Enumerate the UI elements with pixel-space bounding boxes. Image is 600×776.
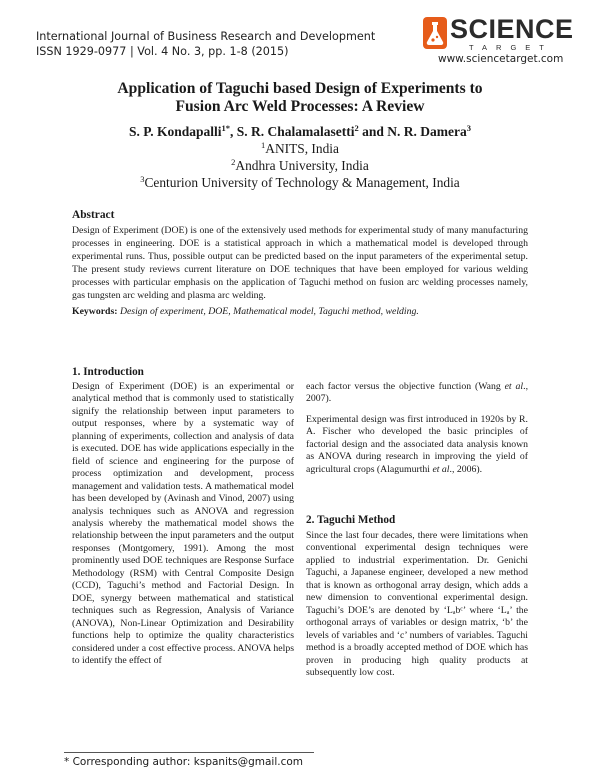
author-sup: 3 xyxy=(466,123,472,133)
text-span: ., 2007). xyxy=(306,381,528,405)
affiliation xyxy=(0,141,600,157)
section-heading-taguchi: 2. Taguchi Method xyxy=(306,514,396,526)
left-column xyxy=(72,381,294,667)
keywords-label: Keywords: xyxy=(72,306,118,317)
author-sup: 2 xyxy=(354,123,359,133)
author-name: S. P. Kondapalli xyxy=(128,124,222,139)
affiliation-sup: 2 xyxy=(231,157,236,167)
journal-name: International Journal of Business Research and Development xyxy=(36,30,376,43)
affiliation-text: ANITS, India xyxy=(265,141,339,156)
history-paragraph xyxy=(306,414,528,476)
title-line-1: Application of Taguchi based Design of Experiments to xyxy=(117,80,483,97)
affiliation-text: Andhra University, India xyxy=(235,158,369,173)
text-span: Experimental design was first introduced in 1920s by R. A. Fischer who developed the basic principles of factorial design and the associated data analysis known as ANOVA during research in improving the yield of agricultural crops (Alagumurthi xyxy=(306,413,528,475)
etal-italic: et al xyxy=(432,463,450,475)
flask-icon xyxy=(422,16,448,50)
affiliation xyxy=(0,175,600,191)
taguchi-paragraph: Since the last four decades, there were limitations when conventional experimental design techniques were applied to industrial experimentation. Dr. Genichi Taguchi, a Japanese engineer, developed a new method that is known as orthogonal array design, which adds a new dimension to conventional experimental design. Taguchi’s DOE’s are denoted by ‘Lₐbᶜ’ where ‘Lₐ’ the orthogonal arrays of variables or design matrix, ‘b’ the levels of variables and ‘c’ numbers of variables. Taguchi method is a broadly accepted method of DOE which has proven in producing high quality products at subsequently low cost. xyxy=(306,530,528,678)
text-span: ., 2006). xyxy=(449,463,483,475)
logo-sub: TARGET xyxy=(469,43,553,52)
abstract-body: Design of Experiment (DOE) is one of the extensively used methods for experimental study of many manufacturing processes in engineering. DOE is a statistical approach in which a mathematical model is developed through experimental runs. Thus, possible output can be predicted based on the input parameters of the experimental setup. The present study reviews current literature on DOE techniques that have been employed for various welding processes with particular emphasis on the application of Taguchi method on fusion arc welding processes namely, gas tungsten arc welding and plasma arc welding. xyxy=(72,225,528,302)
taguchi-column xyxy=(306,530,528,679)
affiliation-sup: 3 xyxy=(140,174,145,184)
logo-brand: SCIENCE xyxy=(450,14,574,44)
intro-paragraph-continued xyxy=(306,381,528,406)
author-sup: 1* xyxy=(221,123,231,133)
author-separator: , xyxy=(230,124,237,139)
author-list xyxy=(0,124,600,140)
section-heading-introduction: 1. Introduction xyxy=(72,366,144,378)
author-separator: and xyxy=(358,124,388,139)
right-column xyxy=(306,381,528,476)
intro-paragraph: Design of Experiment (DOE) is an experimental or analytical method that is commonly used to statistically signify the relationship between input parameters to output responses, where by a systematic way of planning of experiments, collection and analysis of data is executed. DOE has wide applications especially in the field of science and engineering for the purpose of process optimization and development, process management and validation tests. A mathematical model has been developed by (Avinash and Vinod, 2007) using analysis techniques such as ANOVA and regression analysis whereby the mathematical model shows the relationship between the input parameters and the output responses (Montgomery, 1991). Among the most prominently used DOE techniques are Response Surface Methodology (RSM) with Central Composite Design (CCD), Taguchi’s method and Factorial Design. In DOE, synergy between mathematical and statistical techniques such as Regression, Analysis of Variance (ANOVA), Non-Linear Optimization and Desirability functions help to optimize the quality characteristics considered under a cost effective process. ANOVA helps to identify the effect of xyxy=(72,381,294,666)
author-name: N. R. Damera xyxy=(387,124,467,139)
etal-italic: et al xyxy=(504,381,524,392)
title-line-2: Fusion Arc Weld Processes: A Review xyxy=(175,98,425,115)
corresponding-author-footnote: * Corresponding author: kspanits@gmail.com xyxy=(64,756,304,768)
keywords-list: Design of experiment, DOE, Mathematical model, Taguchi method, welding. xyxy=(119,306,419,317)
website-link[interactable]: www.sciencetarget.com xyxy=(438,53,564,65)
keywords xyxy=(72,306,528,317)
abstract-heading: Abstract xyxy=(72,209,115,221)
issn-line: ISSN 1929-0977 | Vol. 4 No. 3, pp. 1-8 (2015) xyxy=(36,45,289,58)
paper-title xyxy=(0,80,600,116)
footnote-divider xyxy=(64,752,314,753)
author-name: S. R. Chalamalasetti xyxy=(236,124,355,139)
affiliation-text: Centurion University of Technology & Management, India xyxy=(144,175,460,190)
text-span: each factor versus the objective function (Wang xyxy=(306,381,505,392)
science-target-logo[interactable] xyxy=(420,14,574,70)
journal-header xyxy=(36,29,375,59)
affiliation-sup: 1 xyxy=(261,140,266,150)
affiliation xyxy=(0,158,600,174)
